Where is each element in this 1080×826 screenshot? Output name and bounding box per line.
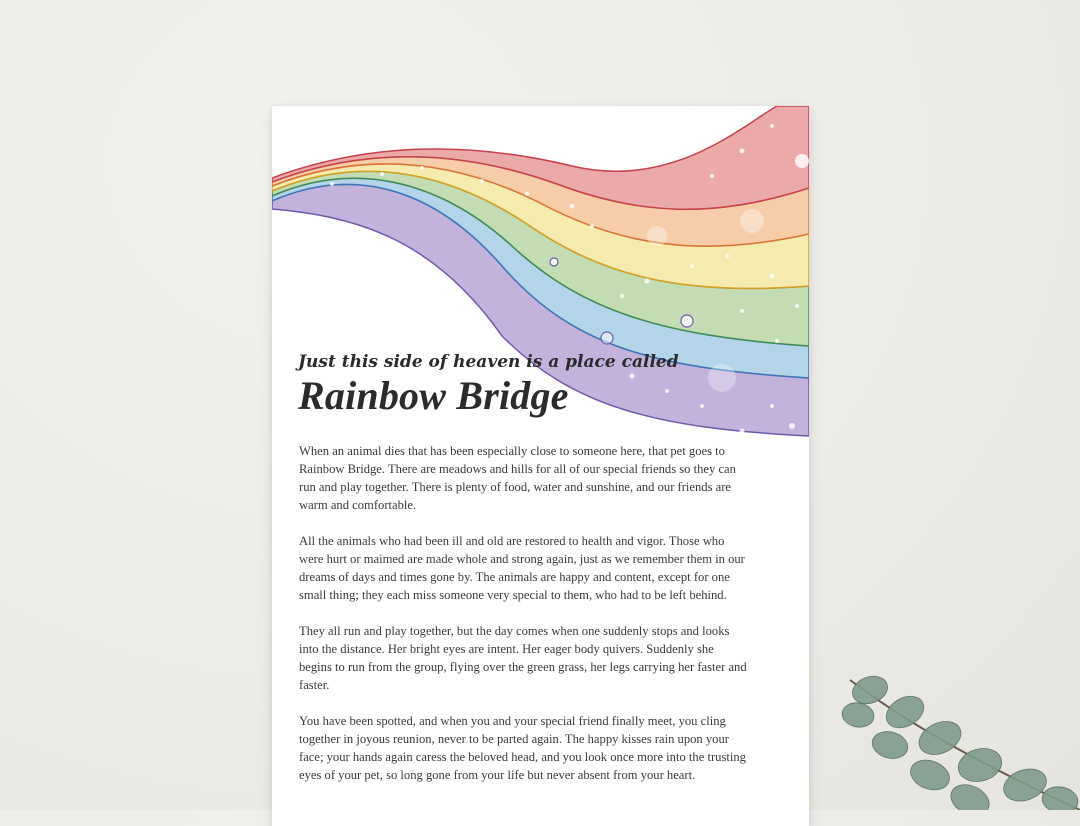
bubble <box>665 389 669 393</box>
paragraph: They all run and play together, but the day comes when one suddenly stops and looks into the distance. Her bright eyes are intent. Her eager body quivers. Suddenly she begins to run from the group, flying over the green grass, her legs carrying her faster and faster. <box>299 624 747 692</box>
bubble <box>590 224 594 228</box>
leaf <box>914 715 967 761</box>
paragraph: You have been spotted, and when you and your special friend finally meet, you cling together in joyous reunion, never to be parted again. The happy kisses rain upon your face; your hands again caress the beloved head, and you look once more into the trusting eyes of your pet, so long gone from your life but never absent from your heart. <box>299 714 746 782</box>
bubble <box>740 209 764 233</box>
bubble <box>740 309 744 313</box>
bubble <box>700 404 704 408</box>
bubble <box>710 174 714 178</box>
leaves-group <box>840 672 1080 810</box>
subtitle: Just this side of heaven is a place called <box>298 352 679 372</box>
bubble <box>647 226 667 246</box>
poem-body <box>299 442 749 802</box>
paragraph: All the animals who had been ill and old are restored to health and vigor. Those who were hurt or maimed are made whole and strong again, just as we remember them in our dreams of days and times gone by. The animals are happy and content, except for one small thing; they each miss someone very special to them, who had to be left behind. <box>299 534 745 602</box>
bubble <box>380 172 384 176</box>
bubble <box>789 423 795 429</box>
bubble <box>570 204 575 209</box>
poem-card <box>272 106 809 826</box>
bubble <box>330 182 334 186</box>
bubble <box>795 154 809 168</box>
bubble <box>645 279 650 284</box>
bubble <box>420 166 424 170</box>
bubble <box>770 404 774 408</box>
bubble <box>740 149 745 154</box>
page-title: Rainbow Bridge <box>298 373 569 418</box>
bubble <box>795 304 799 308</box>
bubble <box>775 339 779 343</box>
bubble <box>725 254 729 258</box>
leaf <box>906 755 953 795</box>
eucalyptus-branch <box>830 660 1080 810</box>
leaf <box>1040 784 1080 810</box>
bubble <box>708 364 736 392</box>
bubble <box>480 179 484 183</box>
bubble <box>740 429 745 434</box>
leaf <box>840 700 876 729</box>
bubble <box>690 264 694 268</box>
leaf <box>946 779 994 810</box>
bubble <box>630 374 635 379</box>
bubble <box>770 124 774 128</box>
bubble <box>620 294 624 298</box>
leaf <box>869 728 911 762</box>
bubble <box>525 192 529 196</box>
bubble <box>770 274 775 279</box>
paragraph: When an animal dies that has been especially close to someone here, that pet goes to Rainbow Bridge. There are meadows and hills for all of our special friends so they can run and play together. There is plenty of food, water and sunshine, and our friends are warm and comfortable. <box>299 444 736 512</box>
